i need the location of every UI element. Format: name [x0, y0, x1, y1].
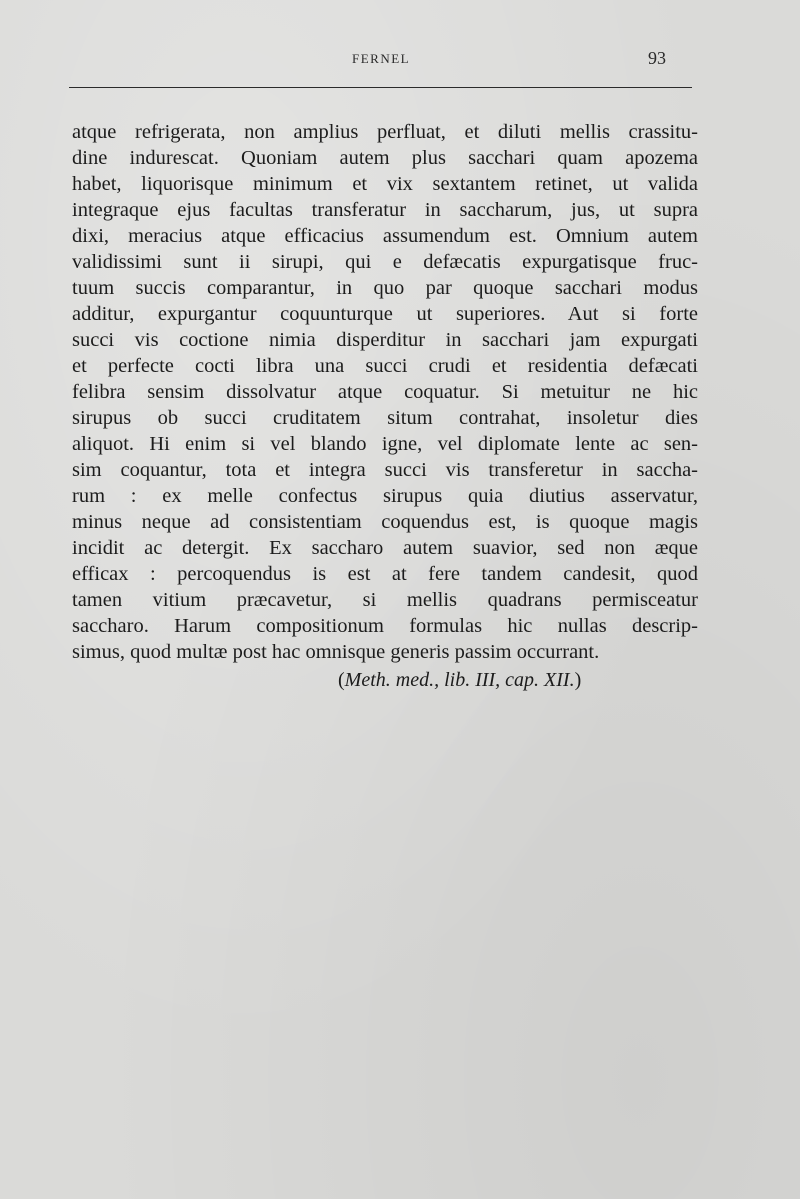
text-line: rum : ex melle confectus sirupus quia diutius asservatur, [72, 485, 698, 507]
text-line: simus, quod multæ post hac omnisque generis passim occurrant. [72, 641, 600, 663]
text-line: sirupus ob succi cruditatem situm contrahat, insoletur dies [72, 407, 698, 429]
citation-open-paren: ( [338, 669, 345, 691]
running-title: FERNEL [352, 51, 411, 66]
text-line: saccharo. Harum compositionum formulas hic nullas descrip- [72, 615, 698, 637]
text-line: additur, expurgantur coquunturque ut superiores. Aut si forte [72, 303, 698, 325]
text-line: tamen vitium præcavetur, si mellis quadrans permisceatur [72, 589, 698, 611]
text-line: habet, liquorisque minimum et vix sextantem retinet, ut valida [72, 173, 698, 195]
text-line: dine indurescat. Quoniam autem plus sacchari quam apozema [72, 147, 698, 169]
text-line: felibra sensim dissolvatur atque coquatur. Si metuitur ne hic [72, 381, 698, 403]
text-line: succi vis coctione nimia disperditur in sacchari jam expurgati [72, 329, 698, 351]
citation-close-paren: ) [574, 669, 582, 691]
text-line: dixi, meracius atque efficacius assumendum est. Omnium autem [72, 225, 698, 247]
citation-text: Meth. med., lib. III, cap. XII. [344, 669, 575, 691]
body-paragraph [72, 119, 698, 665]
text-line: aliquot. Hi enim si vel blando igne, vel diplomate lente ac sen- [72, 433, 698, 455]
text-line: minus neque ad consistentiam coquendus est, is quoque magis [72, 511, 698, 533]
text-line: integraque ejus facultas transferatur in saccharum, jus, ut supra [72, 199, 698, 221]
text-line: efficax : percoquendus is est at fere tandem candesit, quod [72, 563, 698, 585]
text-line: et perfecte cocti libra una succi crudi et residentia defæcati [72, 355, 698, 377]
text-line: atque refrigerata, non amplius perfluat, et diluti mellis crassitu- [72, 121, 698, 143]
source-citation [338, 667, 581, 693]
text-line: validissimi sunt ii sirupi, qui e defæcatis expurgatisque fruc- [72, 251, 698, 273]
header-rule [69, 87, 692, 88]
text-line: sim coquantur, tota et integra succi vis transferetur in saccha- [72, 459, 698, 481]
text-line: tuum succis comparantur, in quo par quoque sacchari modus [72, 277, 698, 299]
page-number: 93 [648, 48, 666, 68]
running-head [0, 49, 800, 69]
text-line: incidit ac detergit. Ex saccharo autem suavior, sed non æque [72, 537, 698, 559]
